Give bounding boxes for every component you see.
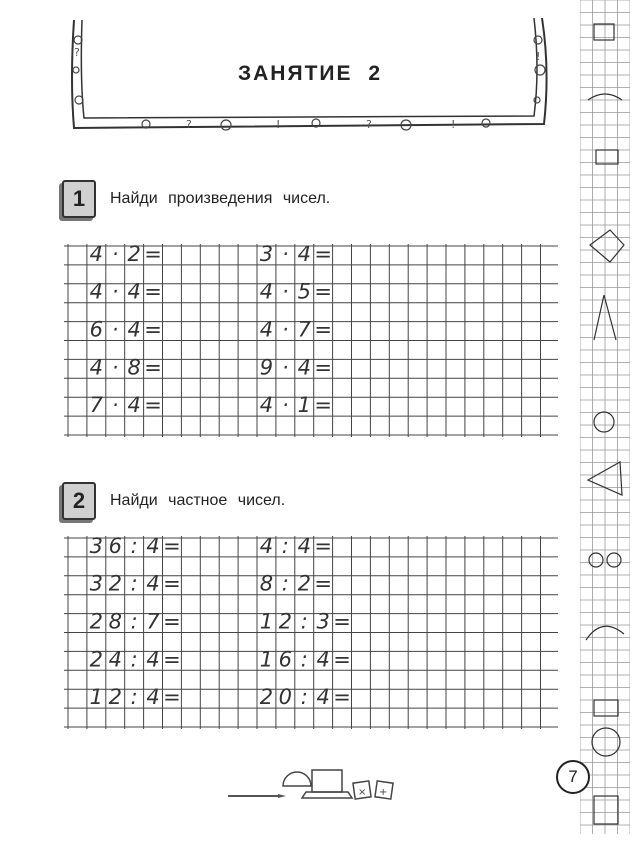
operator-sign: :: [130, 647, 138, 672]
operand-digit: 4: [127, 317, 141, 342]
equals-sign: =: [333, 609, 351, 634]
operand-digit: 3: [89, 536, 104, 558]
equals-sign: =: [333, 685, 351, 710]
operator-sign: ·: [282, 393, 289, 418]
equals-sign: =: [163, 536, 181, 558]
operand-digit: 8: [127, 355, 141, 380]
operand-digit: 1: [297, 393, 311, 418]
answer-cell[interactable]: [163, 284, 201, 303]
operand-digit: 2: [108, 685, 122, 710]
operand-digit: 0: [278, 685, 293, 710]
operand-digit: 4: [259, 536, 274, 558]
answer-cell[interactable]: [181, 614, 219, 633]
svg-text:?: ?: [186, 118, 192, 131]
equals-sign: =: [314, 317, 332, 342]
equals-sign: =: [144, 393, 162, 418]
expression: [260, 685, 390, 709]
task-1-number: 1: [62, 180, 96, 218]
answer-cell[interactable]: [163, 246, 201, 265]
operand-digit: 4: [127, 393, 141, 418]
equals-sign: =: [144, 355, 162, 380]
answer-cell[interactable]: [163, 359, 201, 378]
strip-grid: [580, 0, 630, 834]
operand-digit: 7: [297, 317, 311, 342]
operand-digit: 2: [259, 685, 274, 710]
operand-digit: 6: [108, 536, 122, 558]
expression: [90, 572, 220, 596]
answer-cell[interactable]: [163, 322, 201, 341]
operand-digit: 4: [259, 279, 274, 304]
operator-sign: :: [300, 685, 308, 710]
operator-sign: :: [281, 571, 289, 596]
operand-digit: 4: [316, 685, 330, 710]
operand-digit: 4: [297, 355, 311, 380]
equals-sign: =: [163, 685, 181, 710]
equals-sign: =: [314, 244, 332, 266]
expression: [90, 685, 220, 709]
answer-cell[interactable]: [333, 538, 371, 557]
expression: [90, 610, 220, 634]
answer-cell[interactable]: [333, 359, 371, 378]
equals-sign: =: [144, 279, 162, 304]
operand-digit: 4: [316, 647, 330, 672]
task-2-grid: [64, 536, 558, 732]
task-1-instruction: Найди произведения чисел.: [110, 190, 331, 207]
lesson-title: ЗАНЯТИЕ 2: [237, 62, 383, 85]
equals-sign: =: [144, 317, 162, 342]
operand-digit: 4: [146, 571, 160, 596]
operator-sign: ·: [111, 279, 119, 304]
operator-sign: ·: [282, 355, 289, 380]
equals-sign: =: [163, 609, 181, 634]
answer-cell[interactable]: [333, 397, 371, 416]
operator-sign: ·: [282, 244, 289, 266]
answer-cell[interactable]: [181, 651, 219, 670]
operand-digit: 2: [89, 647, 104, 672]
svg-text:!: !: [276, 118, 281, 131]
task-2-header: [62, 482, 285, 520]
operator-sign: :: [300, 647, 308, 672]
task-2-number: 2: [62, 482, 96, 520]
operand-digit: 4: [108, 647, 122, 672]
svg-text:×: ×: [358, 787, 367, 798]
operand-digit: 4: [146, 536, 160, 558]
operand-digit: 1: [259, 647, 274, 672]
equals-sign: =: [314, 279, 332, 304]
operator-sign: :: [130, 685, 138, 710]
equals-sign: =: [314, 571, 332, 596]
decorative-side-strip: [580, 0, 630, 834]
operand-digit: 4: [89, 244, 104, 266]
equals-sign: =: [333, 647, 351, 672]
answer-cell[interactable]: [333, 246, 371, 265]
operator-sign: ·: [111, 244, 119, 266]
operand-digit: 3: [89, 571, 104, 596]
svg-text:?: ?: [74, 46, 80, 59]
operator-sign: :: [300, 609, 308, 634]
operator-sign: ·: [111, 355, 119, 380]
operand-digit: 8: [259, 571, 274, 596]
operand-digit: 3: [259, 244, 274, 266]
task-1-grid: [64, 244, 558, 440]
svg-text:!: !: [451, 118, 456, 131]
operand-digit: 2: [127, 244, 141, 266]
operand-digit: 4: [146, 647, 160, 672]
operand-digit: 2: [278, 609, 293, 634]
answer-cell[interactable]: [352, 614, 390, 633]
operand-digit: 5: [297, 279, 311, 304]
svg-text:?: ?: [366, 118, 372, 131]
operator-sign: ·: [111, 317, 119, 342]
stationery-doodle-icon: [228, 766, 408, 806]
operand-digit: 9: [259, 355, 274, 380]
operand-digit: 4: [297, 244, 311, 266]
operand-digit: 4: [127, 279, 141, 304]
operator-sign: ·: [111, 393, 119, 418]
equals-sign: =: [163, 647, 181, 672]
answer-cell[interactable]: [333, 576, 371, 595]
expression: [260, 647, 390, 671]
operand-digit: 4: [89, 279, 104, 304]
equals-sign: =: [314, 536, 332, 558]
operand-digit: 4: [146, 685, 160, 710]
svg-text:!: !: [536, 50, 541, 63]
operand-digit: 4: [297, 536, 311, 558]
operator-sign: ·: [282, 279, 289, 304]
equals-sign: =: [144, 244, 162, 266]
answer-cell[interactable]: [352, 689, 390, 708]
operand-digit: 3: [316, 609, 330, 634]
answer-cell[interactable]: [163, 397, 201, 416]
operand-digit: 2: [108, 571, 122, 596]
operand-digit: 4: [259, 317, 274, 342]
operator-sign: :: [281, 536, 289, 558]
operator-sign: :: [130, 571, 138, 596]
equals-sign: =: [163, 571, 181, 596]
answer-cell[interactable]: [333, 322, 371, 341]
answer-cell[interactable]: [333, 284, 371, 303]
operand-digit: 2: [89, 609, 104, 634]
answer-cell[interactable]: [181, 538, 219, 557]
expression: [90, 647, 220, 671]
operand-digit: 8: [108, 609, 122, 634]
operand-digit: 7: [146, 609, 160, 634]
answer-cell[interactable]: [352, 651, 390, 670]
page-number: 7: [556, 760, 590, 794]
operand-digit: 4: [89, 355, 104, 380]
operand-digit: 4: [259, 393, 274, 418]
operand-digit: 1: [259, 609, 274, 634]
operand-digit: 6: [89, 317, 104, 342]
grid-lines: [64, 536, 558, 729]
operator-sign: :: [130, 609, 138, 634]
equals-sign: =: [314, 393, 332, 418]
operand-digit: 6: [278, 647, 293, 672]
operand-digit: 2: [297, 571, 311, 596]
operator-sign: ·: [282, 317, 289, 342]
operator-sign: :: [130, 536, 138, 558]
answer-cell[interactable]: [181, 576, 219, 595]
operand-digit: 1: [89, 685, 104, 710]
operand-digit: 7: [89, 393, 104, 418]
answer-cell[interactable]: [181, 689, 219, 708]
svg-text:+: +: [379, 787, 388, 798]
expression: [90, 536, 220, 558]
equals-sign: =: [314, 355, 332, 380]
expression: [260, 610, 390, 634]
task-2-instruction: Найди частное чисел.: [110, 492, 286, 509]
task-1-header: [62, 180, 330, 218]
